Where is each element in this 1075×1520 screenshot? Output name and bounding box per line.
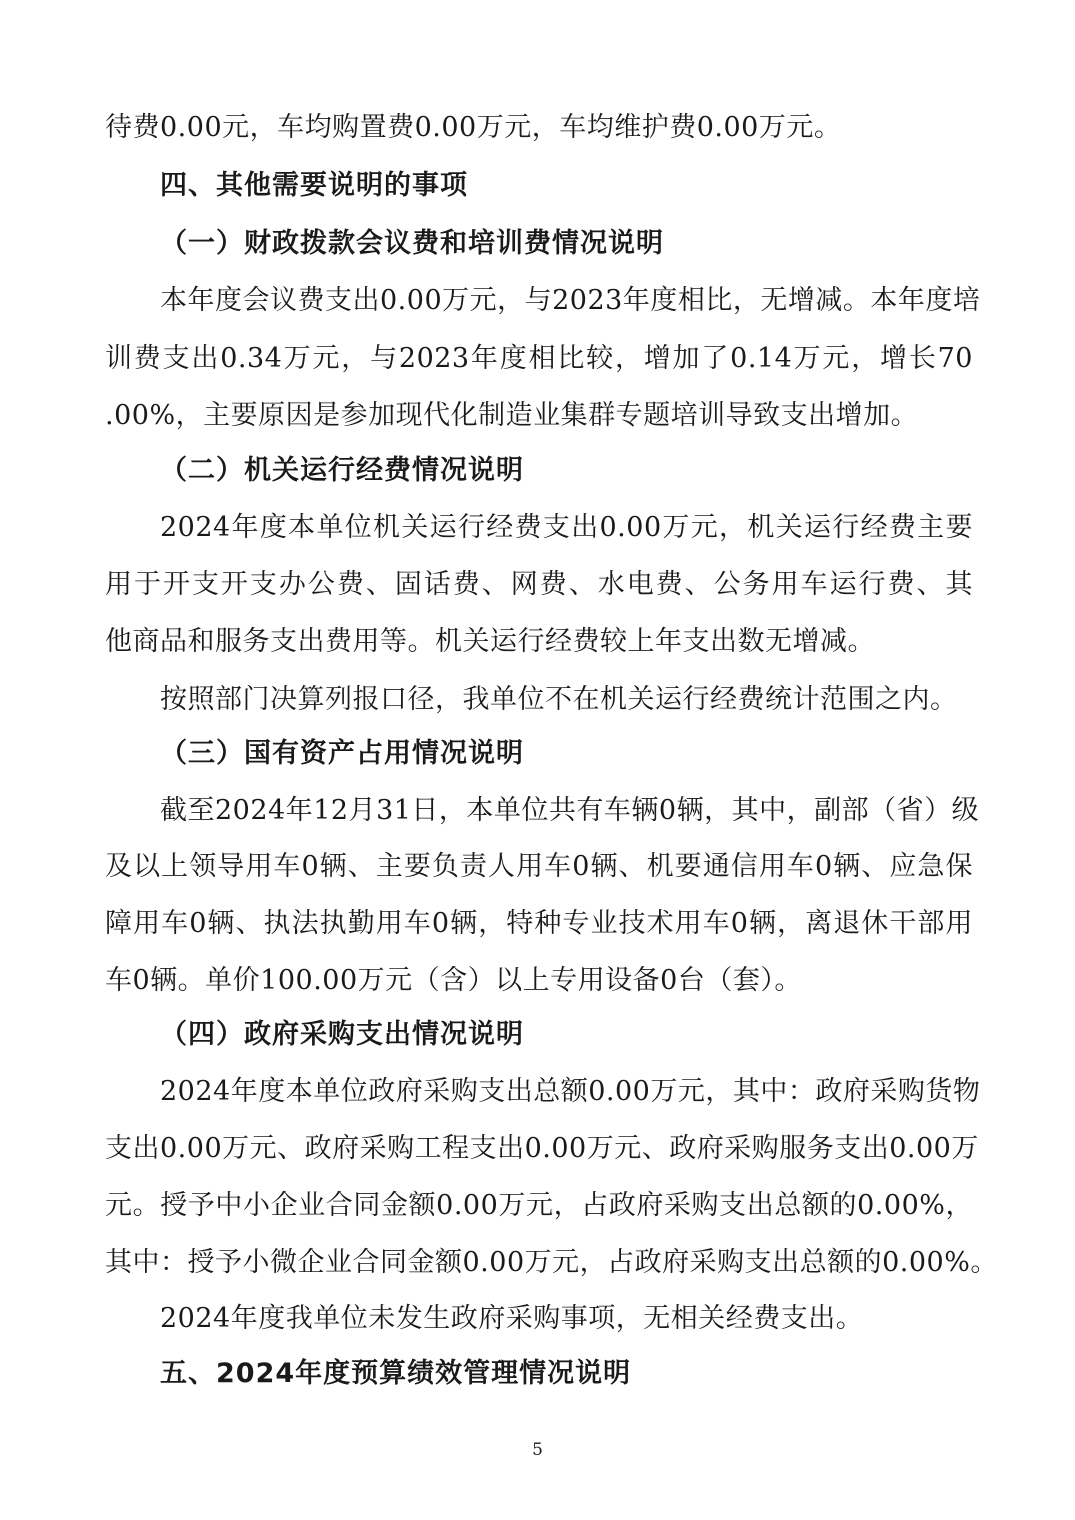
paragraph-line: 截至2024年12月31日，本单位共有车辆0辆，其中，副部（省）级: [160, 795, 980, 826]
paragraph-line: 其中：授予小微企业合同金额0.00万元，占政府采购支出总额的0.00%。: [105, 1247, 998, 1278]
paragraph-line: 训费支出0.34万元，与2023年度相比较，增加了0.14万元，增长70: [105, 343, 973, 374]
section-heading-performance-management: 五、2024年度预算绩效管理情况说明: [160, 1358, 632, 1389]
paragraph-line: 按照部门决算列报口径，我单位不在机关运行经费统计范围之内。: [160, 684, 958, 715]
section-heading-other-matters: 四、其他需要说明的事项: [160, 170, 468, 201]
paragraph-line: 及以上领导用车0辆、主要负责人用车0辆、机要通信用车0辆、应急保: [105, 851, 973, 882]
paragraph-line: 2024年度我单位未发生政府采购事项，无相关经费支出。: [160, 1303, 864, 1334]
paragraph-line: 用于开支开支办公费、固话费、网费、水电费、公务用车运行费、其: [105, 569, 973, 600]
subsection-heading-operating-funds: （二）机关运行经费情况说明: [160, 455, 524, 486]
paragraph-line: 本年度会议费支出0.00万元，与2023年度相比，无增减。本年度培: [160, 285, 981, 316]
subsection-heading-meeting-training: （一）财政拨款会议费和培训费情况说明: [160, 228, 664, 259]
paragraph-line: 待费0.00元，车均购置费0.00万元，车均维护费0.00万元。: [105, 112, 842, 143]
paragraph-line: 元。授予中小企业合同金额0.00万元，占政府采购支出总额的0.00%，: [105, 1190, 973, 1221]
page-number: 5: [532, 1440, 543, 1460]
paragraph-line: .00%，主要原因是参加现代化制造业集群专题培训导致支出增加。: [105, 400, 919, 431]
paragraph-line: 障用车0辆、执法执勤用车0辆，特种专业技术用车0辆，离退休干部用: [105, 908, 973, 939]
subsection-heading-state-assets: （三）国有资产占用情况说明: [160, 738, 524, 769]
paragraph-line: 2024年度本单位机关运行经费支出0.00万元，机关运行经费主要: [160, 512, 973, 543]
paragraph-line: 2024年度本单位政府采购支出总额0.00万元，其中：政府采购货物: [160, 1076, 981, 1107]
paragraph-line: 支出0.00万元、政府采购工程支出0.00万元、政府采购服务支出0.00万: [105, 1133, 979, 1164]
paragraph-line: 车0辆。单价100.00万元（含）以上专用设备0台（套）。: [105, 965, 802, 996]
subsection-heading-government-procurement: （四）政府采购支出情况说明: [160, 1019, 524, 1050]
paragraph-line: 他商品和服务支出费用等。机关运行经费较上年支出数无增减。: [105, 626, 875, 657]
